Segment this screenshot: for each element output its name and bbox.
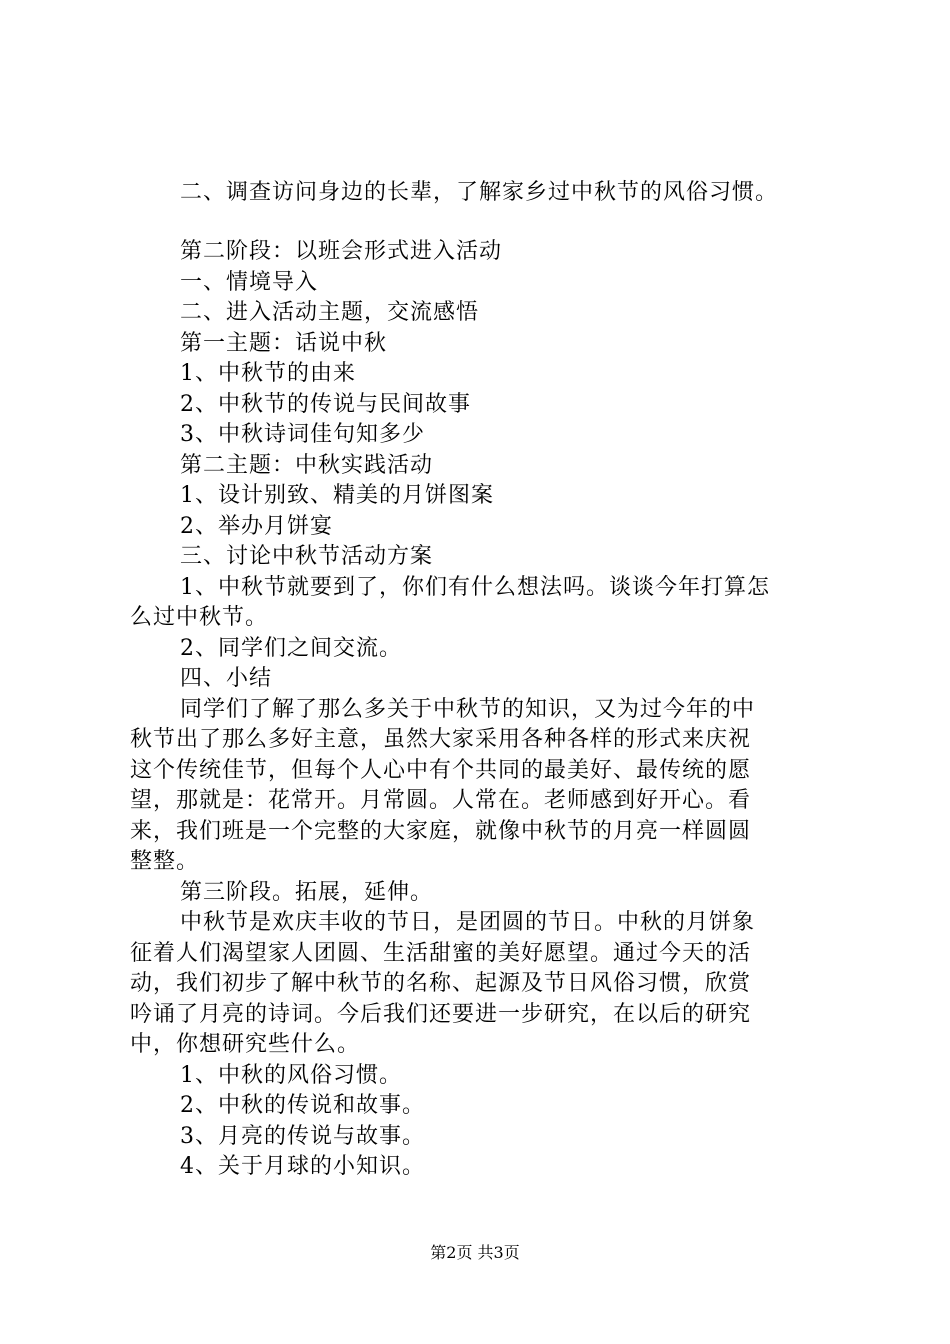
list-item: 1、设计别致、精美的月饼图案	[180, 483, 494, 508]
page-number: 第2页 共3页	[430, 1243, 520, 1262]
paragraph-line: 这个传统佳节，但每个人心中有个共同的最美好、最传统的愿	[130, 758, 752, 783]
paragraph-line: 望，那就是：花常开。月常圆。人常在。老师感到好开心。看	[130, 788, 752, 813]
paragraph-line: 动，我们初步了解中秋节的名称、起源及节日风俗习惯，欣赏	[130, 971, 752, 996]
paragraph-line: 整整。	[130, 849, 200, 874]
list-item: 1、中秋节的由来	[180, 361, 356, 386]
list-item: 3、中秋诗词佳句知多少	[180, 422, 425, 447]
list-item: 一、情境导入	[180, 270, 319, 295]
stage-three-heading: 第三阶段。拓展，延伸。	[180, 880, 434, 905]
list-item: 2、中秋的传说和故事。	[180, 1093, 425, 1118]
theme-two-heading: 第二主题：中秋实践活动	[180, 453, 434, 478]
list-item: 2、同学们之间交流。	[180, 636, 402, 661]
list-item: 2、中秋节的传说与民间故事	[180, 392, 471, 417]
paragraph-line: 秋节出了那么多好主意，虽然大家采用各种各样的形式来庆祝	[130, 727, 752, 752]
paragraph-line: 中秋节是欢庆丰收的节日，是团圆的节日。中秋的月饼象	[180, 910, 756, 935]
list-item: 二、进入活动主题，交流感悟	[180, 300, 480, 325]
paragraph-line: 中，你想研究些什么。	[130, 1032, 361, 1057]
list-item: 1、中秋的风俗习惯。	[180, 1063, 402, 1088]
stage-two-heading: 第二阶段：以班会形式进入活动	[180, 239, 503, 264]
paragraph-line: 么过中秋节。	[130, 605, 269, 630]
list-item: 三、讨论中秋节活动方案	[180, 544, 434, 569]
paragraph-line: 来，我们班是一个完整的大家庭，就像中秋节的月亮一样圆圆	[130, 819, 752, 844]
paragraph-line: 1、中秋节就要到了，你们有什么想法吗。谈谈今年打算怎	[180, 575, 770, 600]
summary-heading: 四、小结	[180, 666, 273, 691]
list-item: 4、关于月球的小知识。	[180, 1154, 425, 1179]
paragraph-line: 同学们了解了那么多关于中秋节的知识，又为过今年的中	[180, 697, 756, 722]
paragraph-line: 吟诵了月亮的诗词。今后我们还要进一步研究，在以后的研究	[130, 1002, 752, 1027]
theme-one-heading: 第一主题：话说中秋	[180, 331, 388, 356]
list-item: 2、举办月饼宴	[180, 514, 333, 539]
list-item: 3、月亮的传说与故事。	[180, 1124, 425, 1149]
survey-line: 二、调查访问身边的长辈，了解家乡过中秋节的风俗习惯。	[180, 180, 779, 205]
paragraph-line: 征着人们渴望家人团圆、生活甜蜜的美好愿望。通过今天的活	[130, 941, 752, 966]
